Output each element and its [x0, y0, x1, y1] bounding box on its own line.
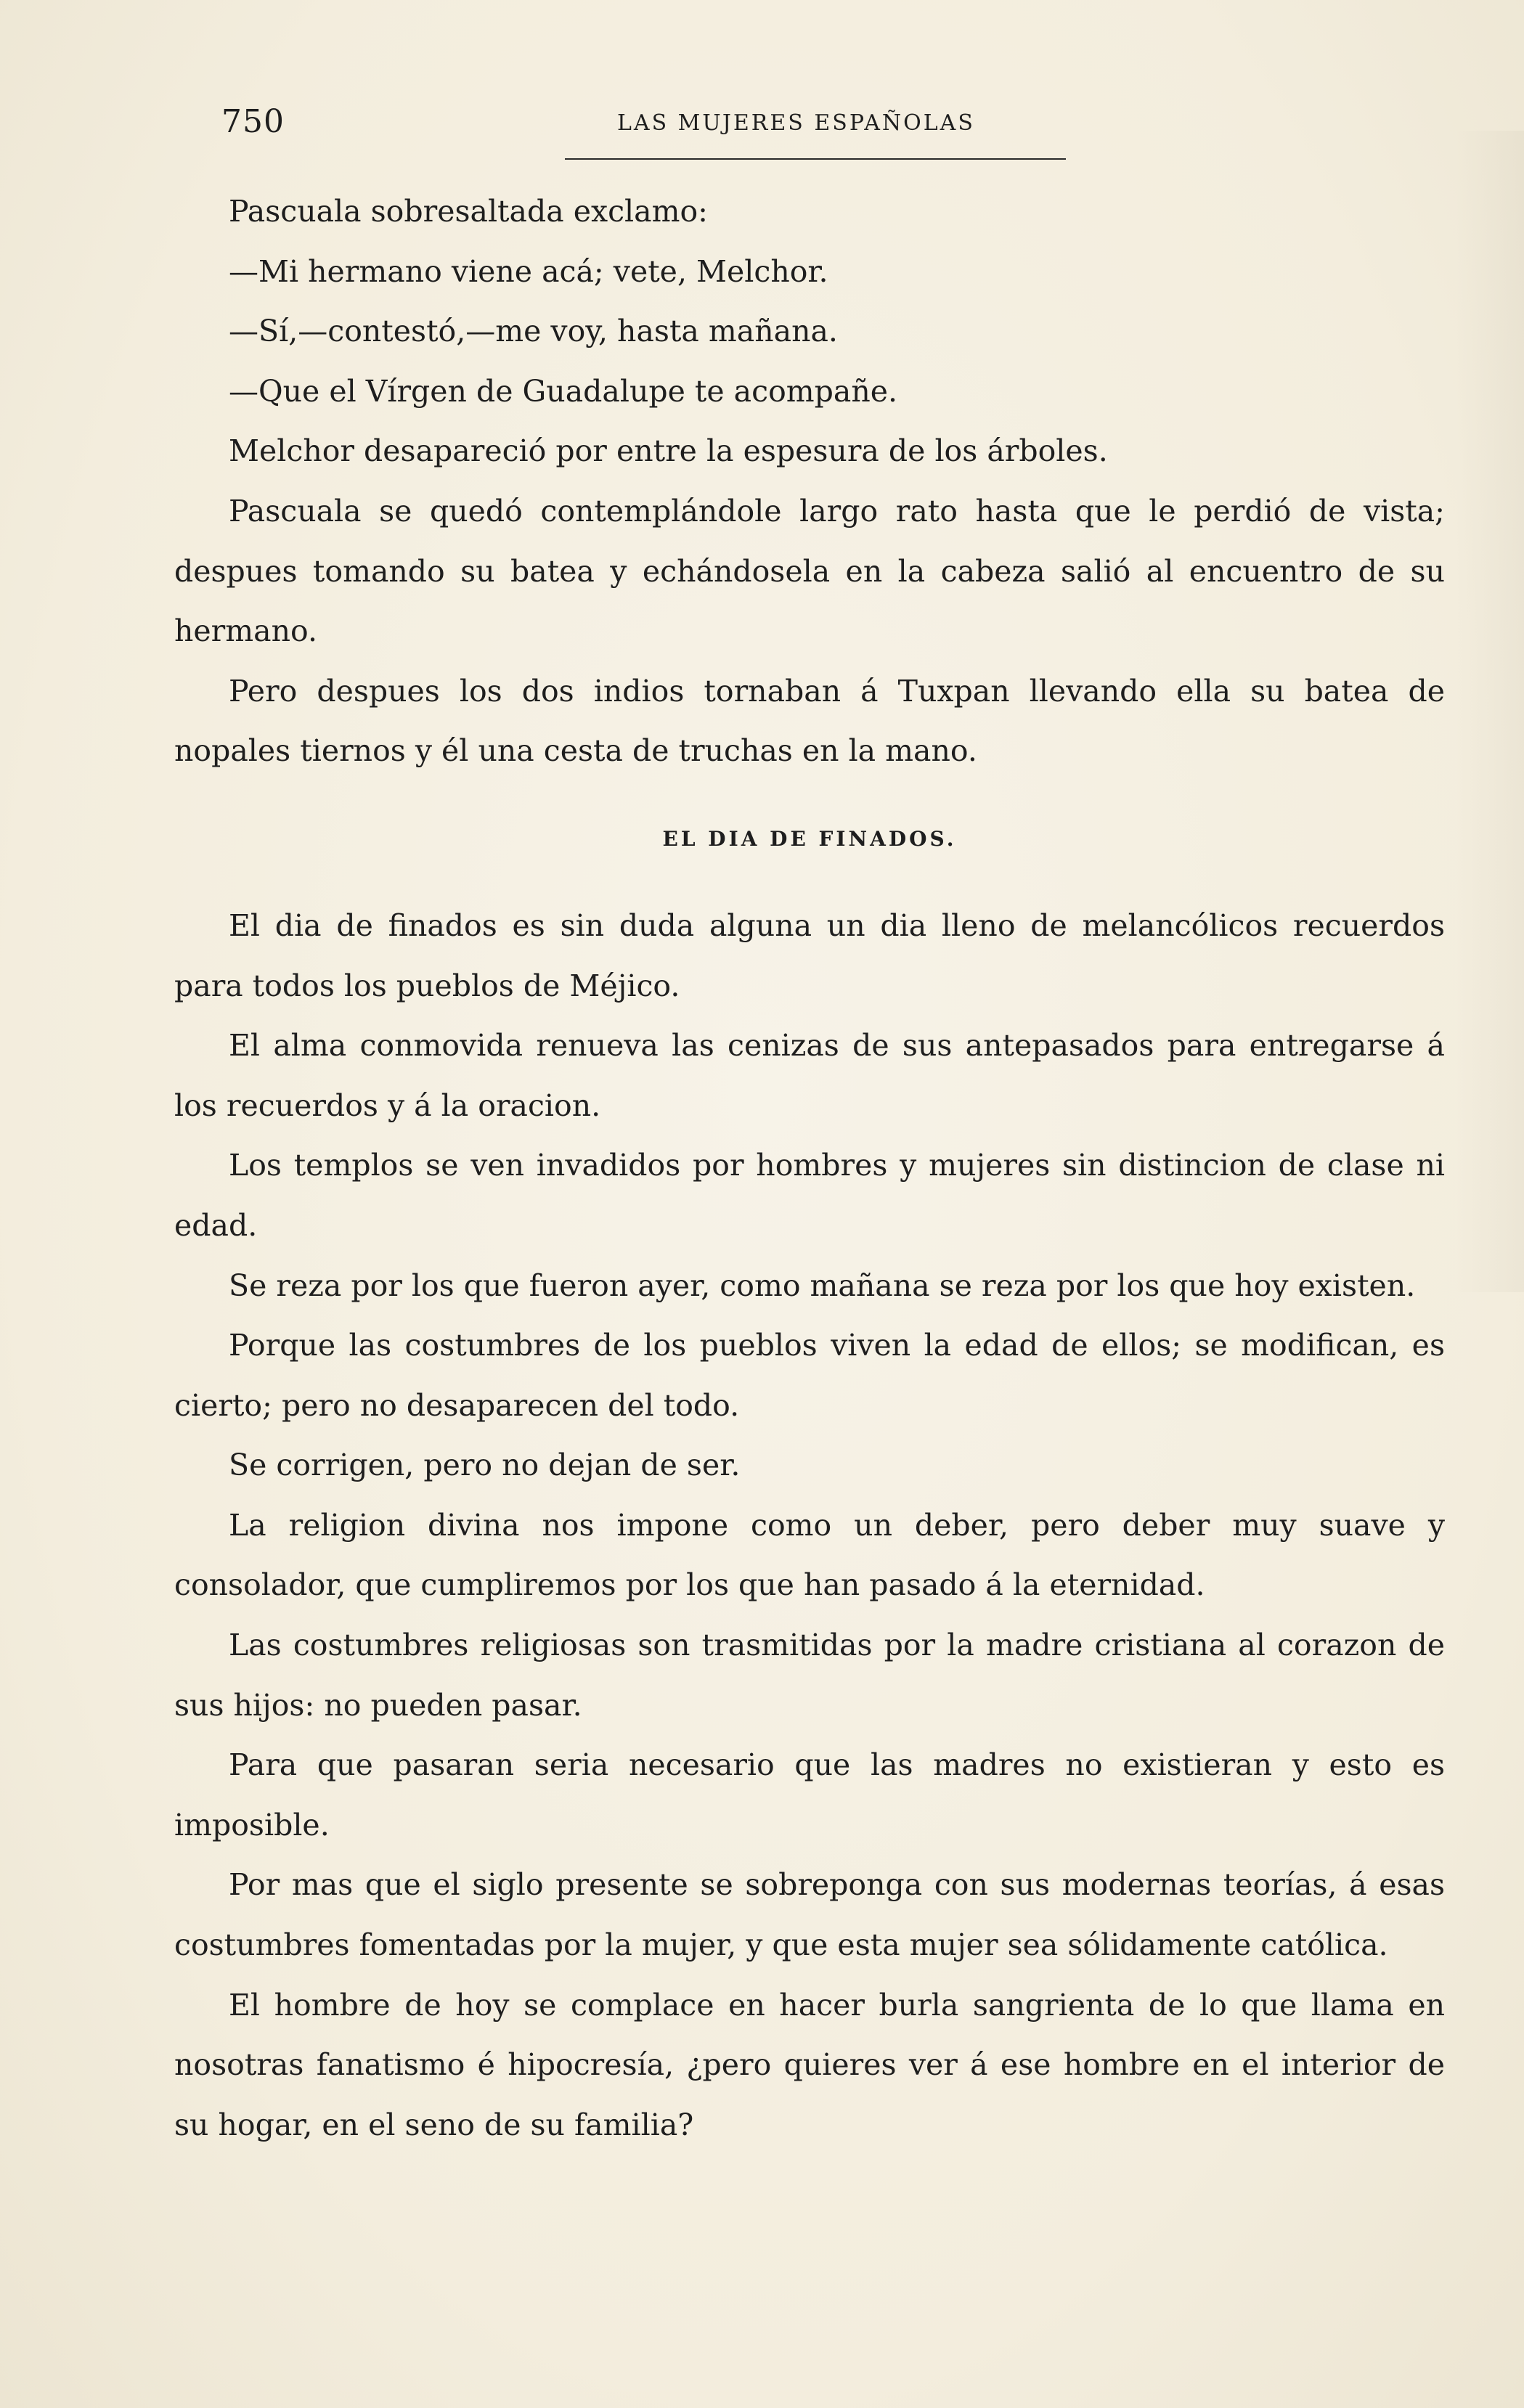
running-title: LAS MUJERES ESPAÑOLAS	[617, 110, 975, 136]
paragraph: Se reza por los que fueron ayer, como mañana se reza por los que hoy existen.	[229, 1268, 1416, 1303]
paragraph: Para que pasaran seria necesario que las madres no existieran y esto es imposible.	[174, 1747, 1445, 1842]
paragraph: —Que el Vírgen de Guadalupe te acompañe.	[229, 373, 898, 409]
header-rule	[565, 158, 1066, 160]
paragraph: —Sí,—contestó,—me voy, hasta mañana.	[229, 314, 838, 349]
page-edge-shadow	[1455, 131, 1524, 1292]
paragraph: Pascuala se quedó contemplándole largo rato hasta que le perdió de vista; despues tomando su batea y echándosela en la cabeza salió al encuentro de su hermano.	[174, 493, 1445, 649]
page-header	[221, 103, 1524, 154]
paragraph: Los templos se ven invadidos por hombres y mujeres sin distincion de clase ni edad.	[174, 1148, 1445, 1243]
paragraph: Se corrigen, pero no dejan de ser.	[229, 1448, 741, 1483]
paragraph: El hombre de hoy se complace en hacer burla sangrienta de lo que llama en nosotras fanatismo é hipocresía, ¿pero quieres ver á ese hombre en el interior de su hogar, en el seno de su familia?	[174, 1987, 1445, 2142]
page-number: 750	[221, 103, 285, 140]
paragraph: —Mi hermano viene acá; vete, Melchor.	[229, 253, 828, 289]
paragraph: Melchor desapareció por entre la espesura de los árboles.	[229, 433, 1108, 469]
body-text	[174, 181, 1445, 2155]
paragraph: Las costumbres religiosas son trasmitidas por la madre cristiana al corazon de sus hijos: no pueden pasar.	[174, 1628, 1445, 1723]
paragraph: Por mas que el siglo presente se sobreponga con sus modernas teorías, á esas costumbres fomentadas por la mujer, y que esta mujer sea sólidamente católica.	[174, 1867, 1445, 1963]
paragraph: El alma conmovida renueva las cenizas de sus antepasados para entregarse á los recuerdos y á la oracion.	[174, 1028, 1445, 1123]
section-title: EL DIA DE FINADOS.	[662, 826, 957, 851]
paragraph: Pascuala sobresaltada exclamo:	[229, 194, 708, 229]
paragraph: El dia de finados es sin duda alguna un dia lleno de melancólicos recuerdos para todos los pueblos de Méjico.	[174, 907, 1445, 1003]
paragraph: Porque las costumbres de los pueblos viven la edad de ellos; se modifican, es cierto; pero no desaparecen del todo.	[174, 1328, 1445, 1423]
paragraph: Pero despues los dos indios tornaban á Tuxpan llevando ella su batea de nopales tiernos y él una cesta de truchas en la mano.	[174, 673, 1445, 769]
paragraph: La religion divina nos impone como un deber, pero deber muy suave y consolador, que cumpliremos por los que han pasado á la eternidad.	[174, 1507, 1445, 1603]
